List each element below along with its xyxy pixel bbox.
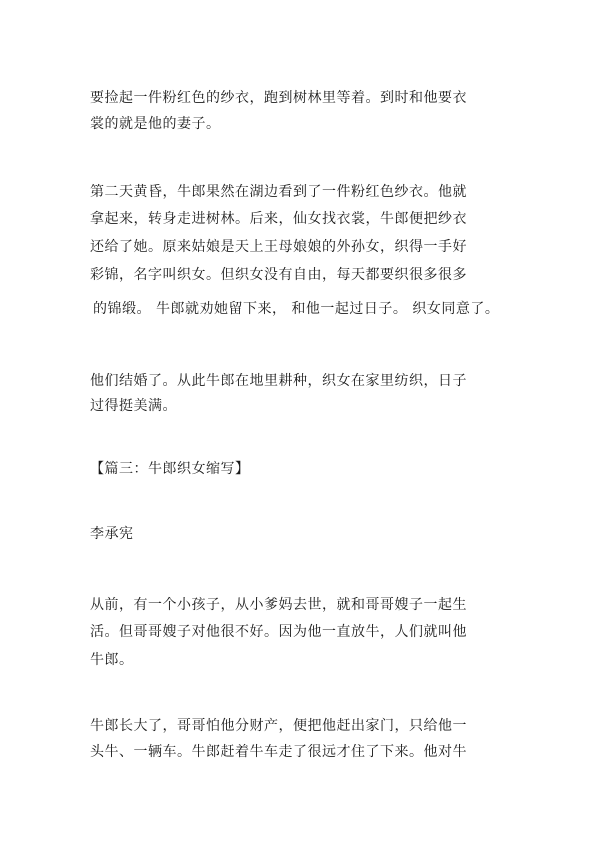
text-line: 从前，有一个小孩子，从小爹妈去世，就和哥哥嫂子一起生 (90, 597, 467, 613)
text-line: 过得挺美满。 (90, 398, 177, 414)
text-line: 要捡起一件粉红色的纱衣，跑到树林里等着。到时和他要衣 (90, 90, 467, 106)
author-name: 李承宪 (90, 526, 134, 542)
text-line: 第二天黄昏，牛郎果然在湖边看到了一件粉红色纱衣。他就 (90, 184, 467, 200)
text-line: 的锦缎。 牛郎就劝她留下来， 和他一起过日子。 织女同意了。 (93, 301, 500, 317)
text-line: 活。但哥哥嫂子对他很不好。因为他一直放牛，人们就叫他 (90, 624, 467, 640)
text-line: 他们结婚了。从此牛郎在地里耕种，织女在家里纺织，日子 (90, 373, 467, 389)
text-line: 彩锦，名字叫织女。但织女没有自由，每天都要织很多很多 (90, 267, 467, 283)
text-line: 牛郎长大了，哥哥怕他分财产，便把他赶出家门，只给他一 (90, 718, 467, 734)
text-line: 拿起来，转身走进树林。后来，仙女找衣裳，牛郎便把纱衣 (90, 211, 467, 227)
text-line: 裳的就是他的妻子。 (90, 116, 221, 132)
text-line: 头牛、一辆车。牛郎赶着牛车走了很远才住了下来。他对牛 (90, 744, 467, 760)
text-line: 牛郎。 (90, 652, 134, 668)
text-line: 还给了她。原来姑娘是天上王母娘娘的外孙女，织得一手好 (90, 239, 467, 255)
section-heading: 【篇三：牛郎织女缩写】 (90, 461, 250, 477)
